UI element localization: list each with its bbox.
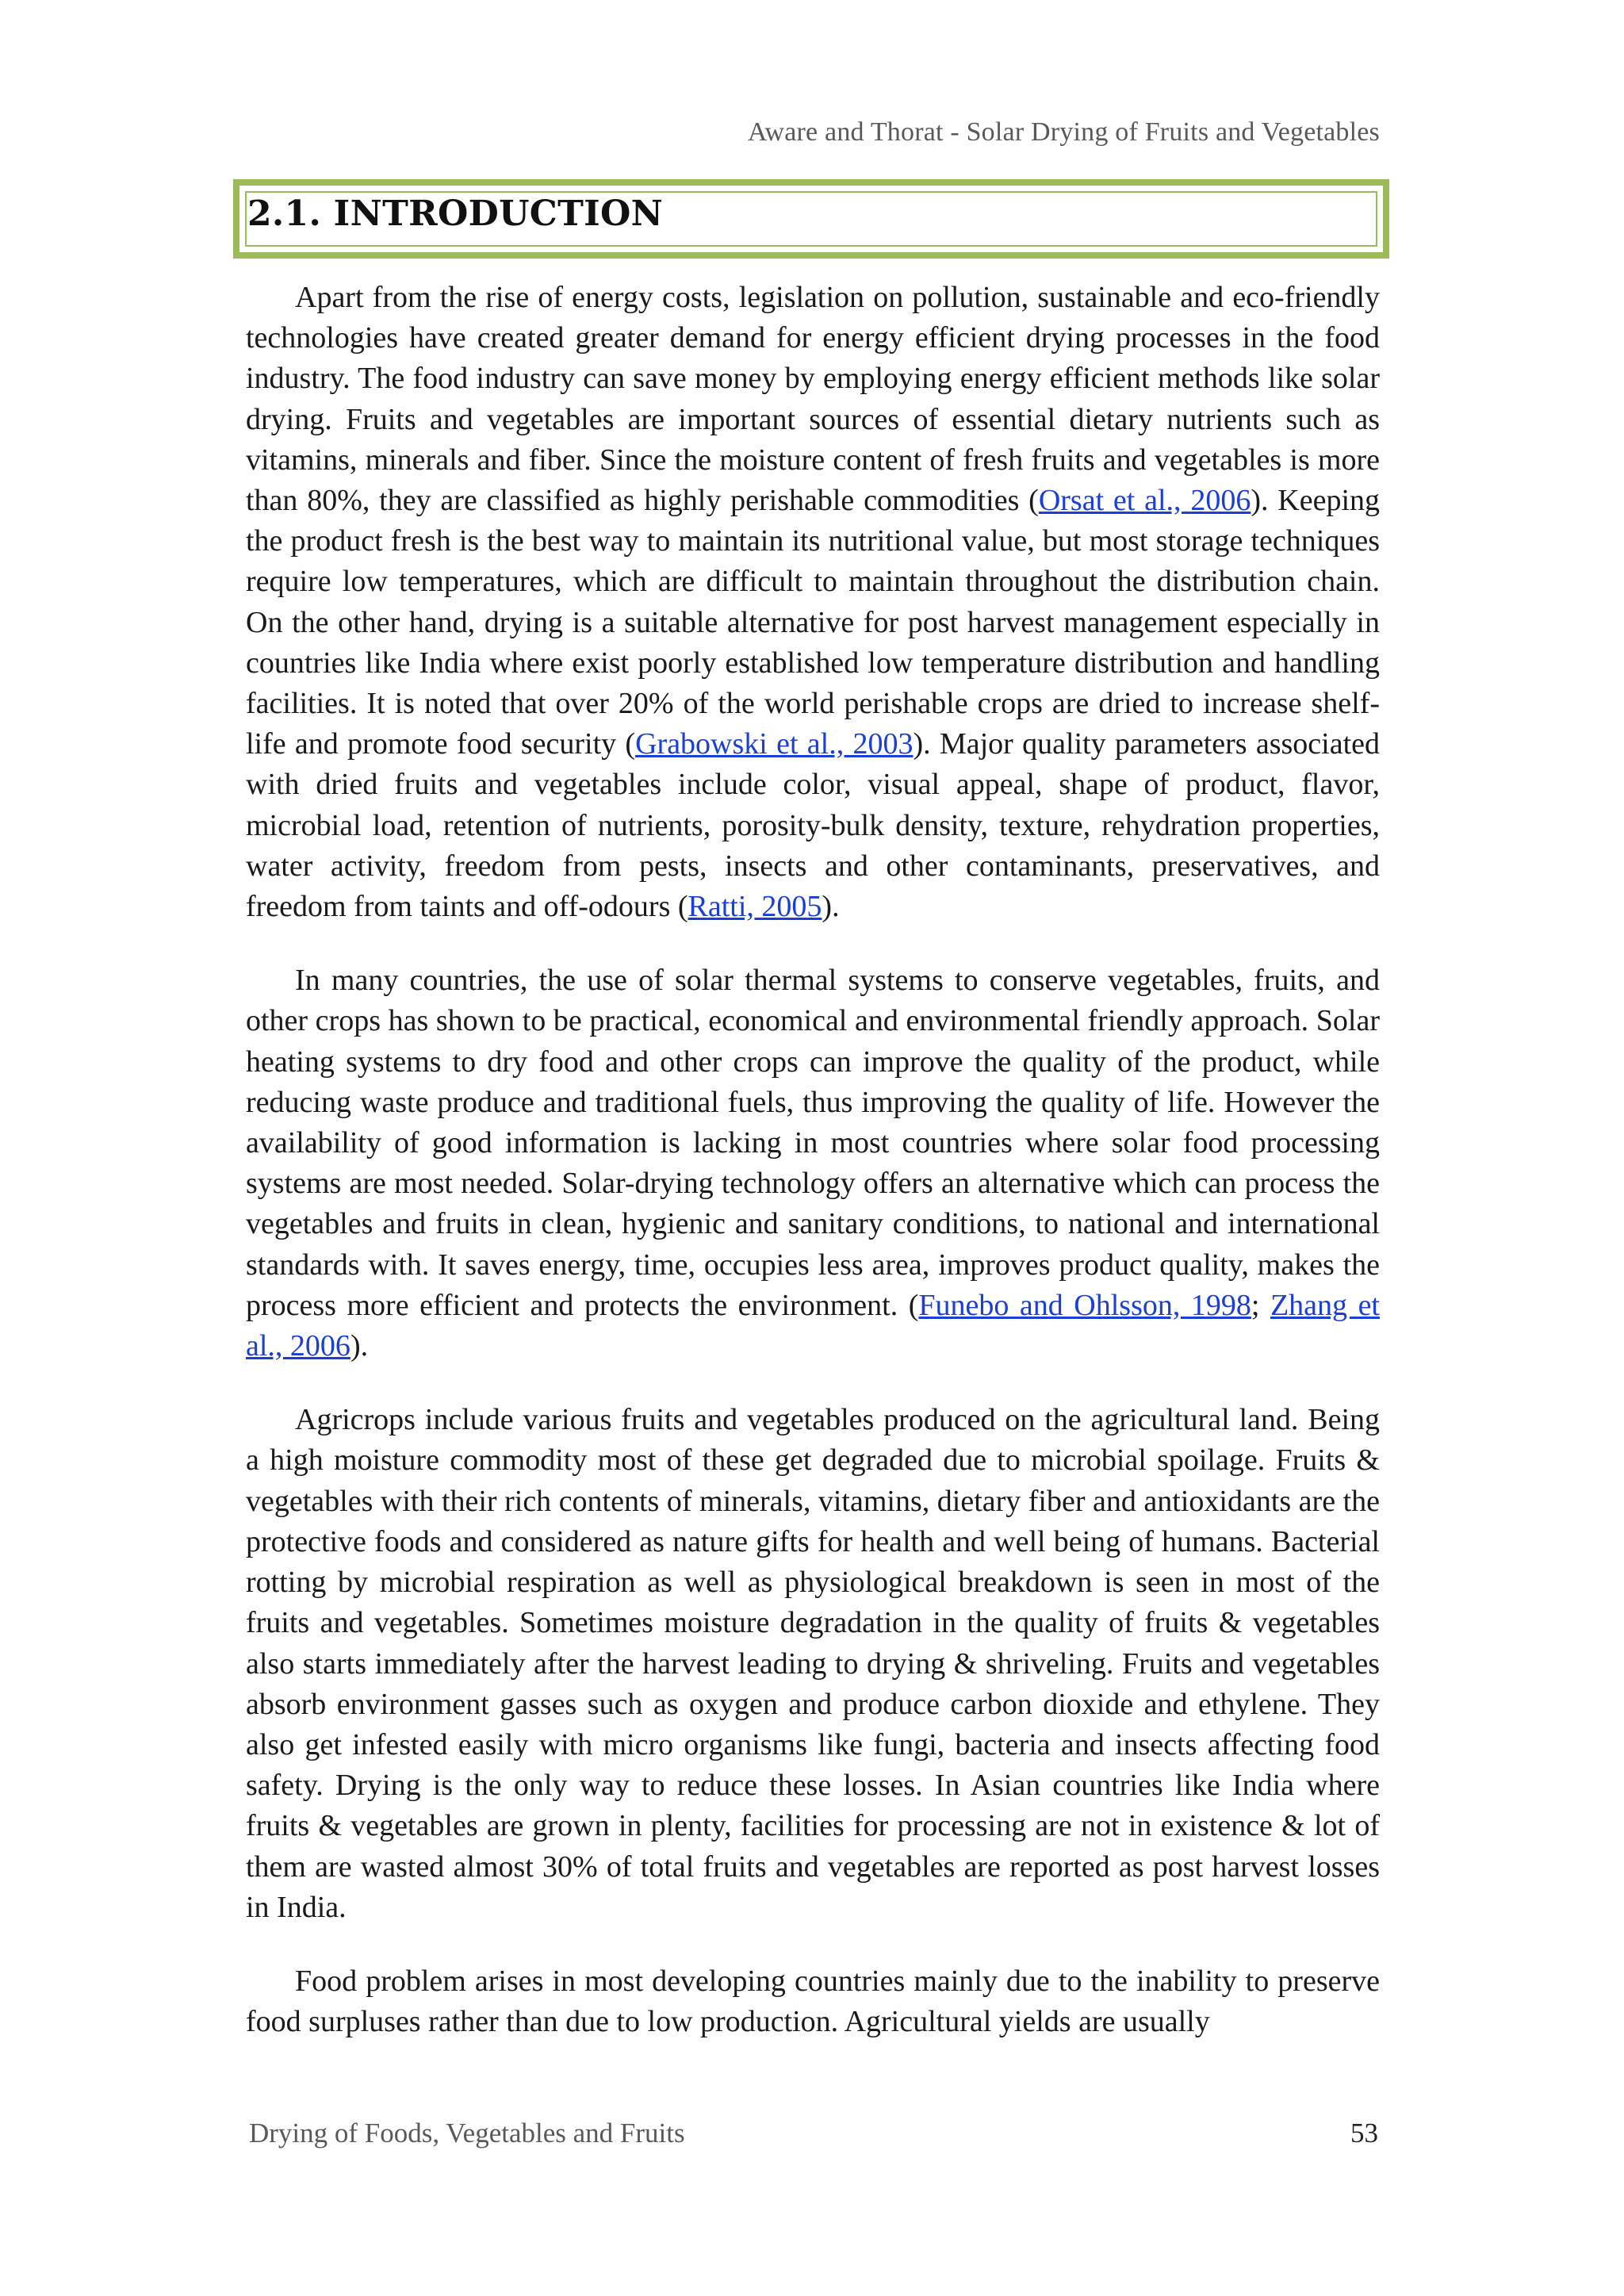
paragraph-1-text-b: ). Keeping the product fresh is the best way to maintain its nutritional value, but most storage techniques require low temperatures, which are difficult to maintain throughout the distribution chain. On the other hand, drying is a suitable alternative for post harvest management especially in countries like India where exist poorly established low temperature distribution and handling facilities. It is noted that over 20% of the world perishable crops are dried to increase shelf-life and promote food security ( — [246, 484, 1381, 761]
paragraph-1-text-d: ). — [822, 890, 840, 924]
paragraph-1-text-a: Apart from the rise of energy costs, legislation on pollution, sustainable and eco-friendly technologies have created greater demand for energy efficient drying processes in the food industry. The food industry can save money by employing energy efficient methods like solar drying. Fruits and vegetables are important sources of essential dietary nutrients such as vitamins, minerals and fiber. Since the moisture content of fresh fruits and vegetables is more than 80%, they are classified as highly perishable commodities ( — [246, 281, 1380, 518]
citation-link-zhang[interactable]: Zhang et al., 2006 — [246, 1288, 1380, 1363]
paragraph-2 — [246, 960, 1380, 1366]
paragraph-1-text-c: ). Major quality parameters associated with dried fruits and vegetables include color, visual appeal, shape of product, flavor, microbial load, retention of nutrients, porosity-bulk density, texture, rehydration properties, water activity, freedom from pests, insects and other contaminants, preservatives, and freedom from taints and off-odours ( — [246, 727, 1380, 924]
body-text — [246, 278, 1380, 2076]
paragraph-4: Food problem arises in most developing countries mainly due to the inability to preserve food surpluses rather than due to low production. Agricultural yields are usually — [246, 1964, 1380, 2039]
paragraph-1 — [246, 278, 1380, 927]
citation-link-funebo[interactable]: Funebo and Ohlsson, 1998 — [918, 1288, 1251, 1322]
paragraph-2-text-b: ). — [350, 1329, 369, 1363]
paragraph-3: Agricrops include various fruits and vegetables produced on the agricultural land. Being a high moisture commodity most of these get degraded due to microbial spoilage. Fruits & vegetables with their rich contents of minerals, vitamins, dietary fiber and antioxidants are the protective foods and considered as nature gifts for health and well being of humans. Bacterial rotting by microbial respiration as well as physiological breakdown is seen in most of the fruits and vegetables. Sometimes moisture degradation in the quality of fruits & vegetables also starts immediately after the harvest leading to drying & shriveling. Fruits and vegetables absorb environment gasses such as oxygen and produce carbon dioxide and ethylene. They also get infested easily with micro organisms like fungi, bacteria and insects affecting food safety. Drying is the only way to reduce these losses. In Asian countries like India where fruits & vegetables are grown in plenty, facilities for processing are not in existence & lot of them are wasted almost 30% of total fruits and vegetables are reported as post harvest losses in India. — [246, 1403, 1380, 1924]
footer-book-title: Drying of Foods, Vegetables and Fruits — [249, 2118, 685, 2148]
section-heading: 2.1. INTRODUCTION — [247, 194, 664, 234]
citation-link-grabowski[interactable]: Grabowski et al., 2003 — [635, 727, 914, 761]
citation-separator: ; — [1251, 1288, 1270, 1322]
paragraph-2-text-a: In many countries, the use of solar thermal systems to conserve vegetables, fruits, and other crops has shown to be practical, economical and environmental friendly approach. Solar heating systems to dry food and other crops can improve the quality of the product, while reducing waste produce and traditional fuels, thus improving the quality of life. However the availability of good information is lacking in most countries where solar food processing systems are most needed. Solar-drying technology offers an alternative which can process the vegetables and fruits in clean, hygienic and sanitary conditions, to national and international standards with. It saves energy, time, occupies less area, improves product quality, makes the process more efficient and protects the environment. ( — [246, 964, 1380, 1322]
page-number: 53 — [1350, 2118, 1378, 2148]
section-heading-box — [233, 179, 1389, 259]
citation-link-ratti[interactable]: Ratti, 2005 — [688, 890, 822, 924]
running-header: Aware and Thorat - Solar Drying of Fruits and Vegetables — [747, 117, 1380, 147]
citation-link-orsat[interactable]: Orsat et al., 2006 — [1038, 484, 1251, 518]
